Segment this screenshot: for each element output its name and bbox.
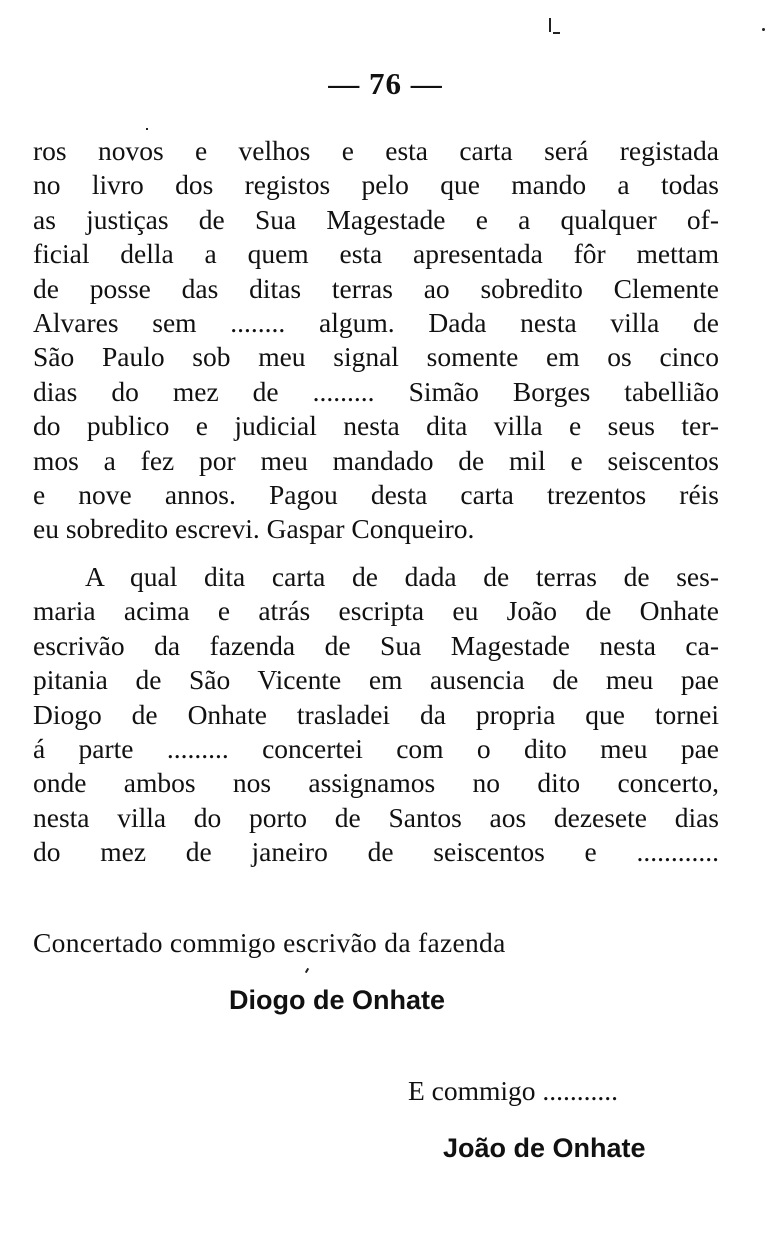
paragraph-1 — [33, 134, 719, 547]
text-line: no livro dos registos pelo que mando a todas — [33, 169, 719, 201]
scan-speck — [553, 32, 560, 34]
text-line: de posse das ditas terras ao sobredito Clemente — [33, 272, 719, 304]
text-line: A qual dita carta de dada de terras de ses- — [85, 561, 719, 592]
signature-diogo: Diogo de Onhate — [229, 985, 445, 1015]
text-line: do mez de janeiro de seiscentos e ............ — [33, 836, 719, 868]
scan-speck — [762, 28, 765, 31]
text-line: escrivão da fazenda de Sua Magestade nesta ca- — [33, 629, 719, 661]
text-line: maria acima e atrás escripta eu João de Onhate — [33, 595, 719, 627]
text-line: as justiças de Sua Magestade e a qualquer of- — [33, 203, 719, 235]
text-line: e nove annos. Pagou desta carta trezentos réis — [33, 478, 719, 510]
text-line: ros novos e velhos e esta carta será registada — [33, 135, 719, 166]
text-line: nesta villa do porto de Santos aos dezesete dias — [33, 801, 719, 833]
scan-speck — [146, 128, 148, 130]
paragraph-2 — [33, 560, 719, 870]
text-line: São Paulo sob meu signal somente em os cinco — [33, 341, 719, 373]
text-line: onde ambos nos assignamos no dito concerto, — [33, 767, 719, 799]
text-line: ficial della a quem esta apresentada fôr mettam — [33, 238, 719, 270]
text-line: eu sobredito escrevi. Gaspar Conqueiro. — [33, 513, 475, 545]
text-line: dias do mez de ......... Simão Borges tabellião — [33, 375, 719, 407]
scan-speck — [305, 968, 309, 973]
concertado-line: Concertado commigo escrivão da fazenda — [33, 927, 506, 958]
text-line: Alvares sem ........ algum. Dada nesta villa de — [33, 306, 719, 338]
text-line: pitania de São Vicente em ausencia de meu pae — [33, 664, 719, 696]
text-line: mos a fez por meu mandado de mil e seiscentos — [33, 444, 719, 476]
page-number: — 76 — — [328, 66, 443, 101]
text-line: á parte ......... concertei com o dito meu pae — [33, 732, 719, 764]
scan-speck — [549, 18, 551, 32]
text-line: do publico e judicial nesta dita villa e seus ter- — [33, 410, 719, 442]
signature-joao: João de Onhate — [443, 1133, 646, 1163]
commigo-line: E commigo ........... — [408, 1075, 619, 1106]
text-line: Diogo de Onhate trasladei da propria que tornei — [33, 698, 719, 730]
